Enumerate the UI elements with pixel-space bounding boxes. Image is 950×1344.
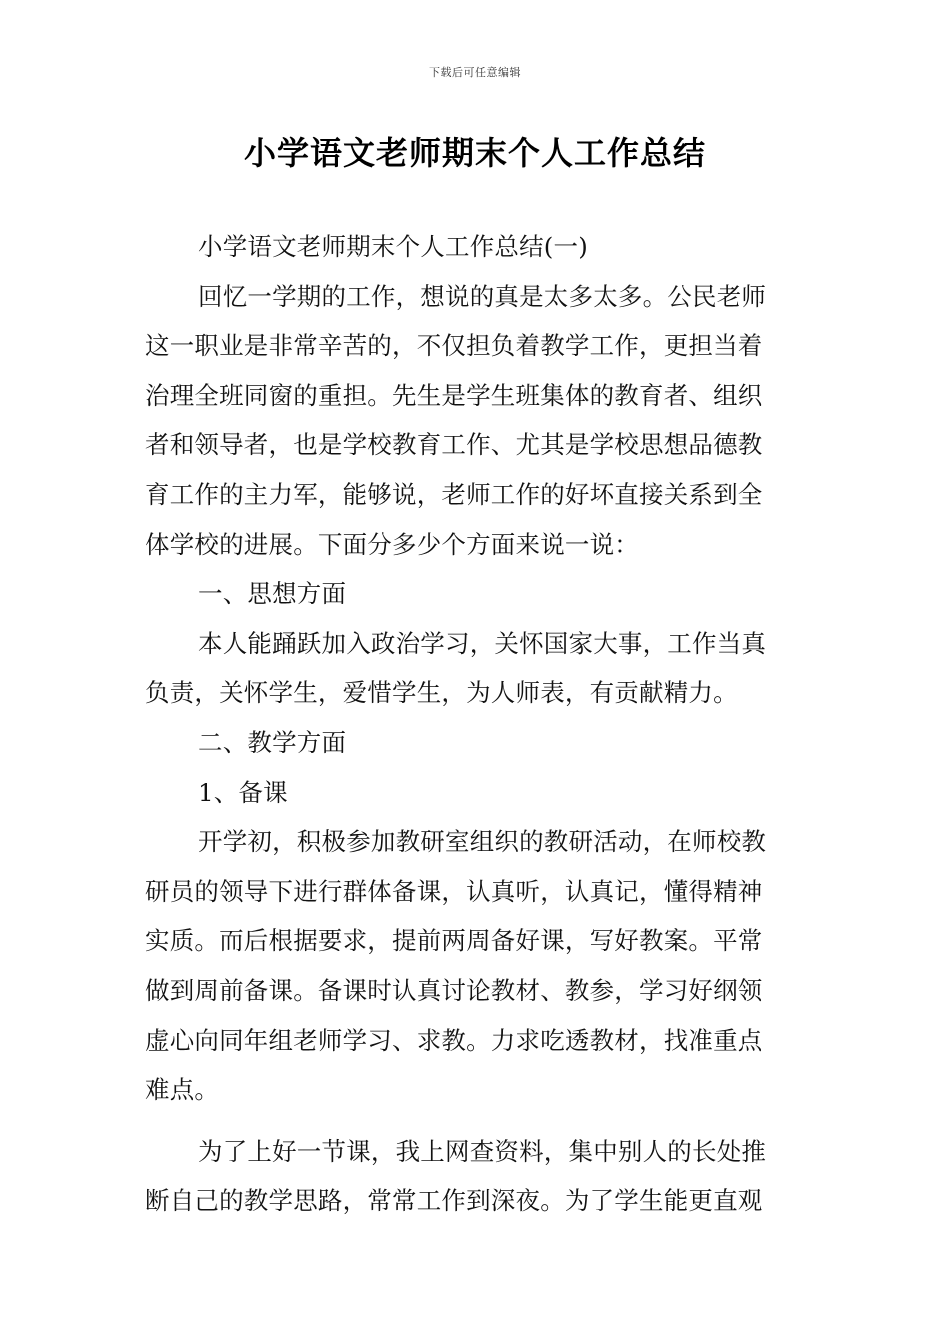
paragraph-line: 实质。而后根据要求，提前两周备好课，写好教案。平常 xyxy=(145,926,763,956)
paragraph-line: 体学校的进展。下面分多少个方面来说一说： xyxy=(145,529,639,559)
section-heading: 二、教学方面 xyxy=(198,727,347,757)
paragraph-line: 育工作的主力军，能够说，老师工作的好坏直接关系到全 xyxy=(145,479,763,509)
paragraph-line: 这一职业是非常辛苦的，不仅担负着教学工作，更担当着 xyxy=(145,331,763,361)
document-title: 小学语文老师期末个人工作总结 xyxy=(243,134,706,172)
subsection-heading: 1、备课 xyxy=(198,777,288,807)
paragraph-line: 回忆一学期的工作，想说的真是太多太多。公民老师 xyxy=(198,281,767,311)
paragraph-line: 虚心向同年组老师学习、求教。力求吃透教材，找准重点 xyxy=(145,1025,763,1055)
paragraph-line: 负责，关怀学生，爱惜学生，为人师表，有贡献精力。 xyxy=(145,678,738,708)
header-note: 下载后可任意编辑 xyxy=(429,66,521,79)
paragraph-line: 治理全班同窗的重担。先生是学生班集体的教育者、组织 xyxy=(145,380,763,410)
paragraph-line: 做到周前备课。备课时认真讨论教材、教参，学习好纲领 xyxy=(145,975,763,1005)
paragraph-line: 为了上好一节课，我上网查资料，集中别人的长处推 xyxy=(198,1136,767,1166)
paragraph-line: 难点。 xyxy=(145,1075,220,1105)
paragraph-line: 开学初，积极参加教研室组织的教研活动，在师校教 xyxy=(198,827,767,857)
paragraph-line: 者和领导者，也是学校教育工作、尤其是学校思想品德教 xyxy=(145,430,763,460)
paragraph-line: 本人能踊跃加入政治学习，关怀国家大事，工作当真 xyxy=(198,628,767,658)
document-body xyxy=(145,222,807,1226)
paragraph-line: 研员的领导下进行群体备课，认真听，认真记，懂得精神 xyxy=(145,876,763,906)
paragraph-line: 断自己的教学思路，常常工作到深夜。为了学生能更直观 xyxy=(145,1186,763,1216)
section-heading: 小学语文老师期末个人工作总结(一) xyxy=(198,232,589,261)
section-heading: 一、思想方面 xyxy=(198,579,347,609)
